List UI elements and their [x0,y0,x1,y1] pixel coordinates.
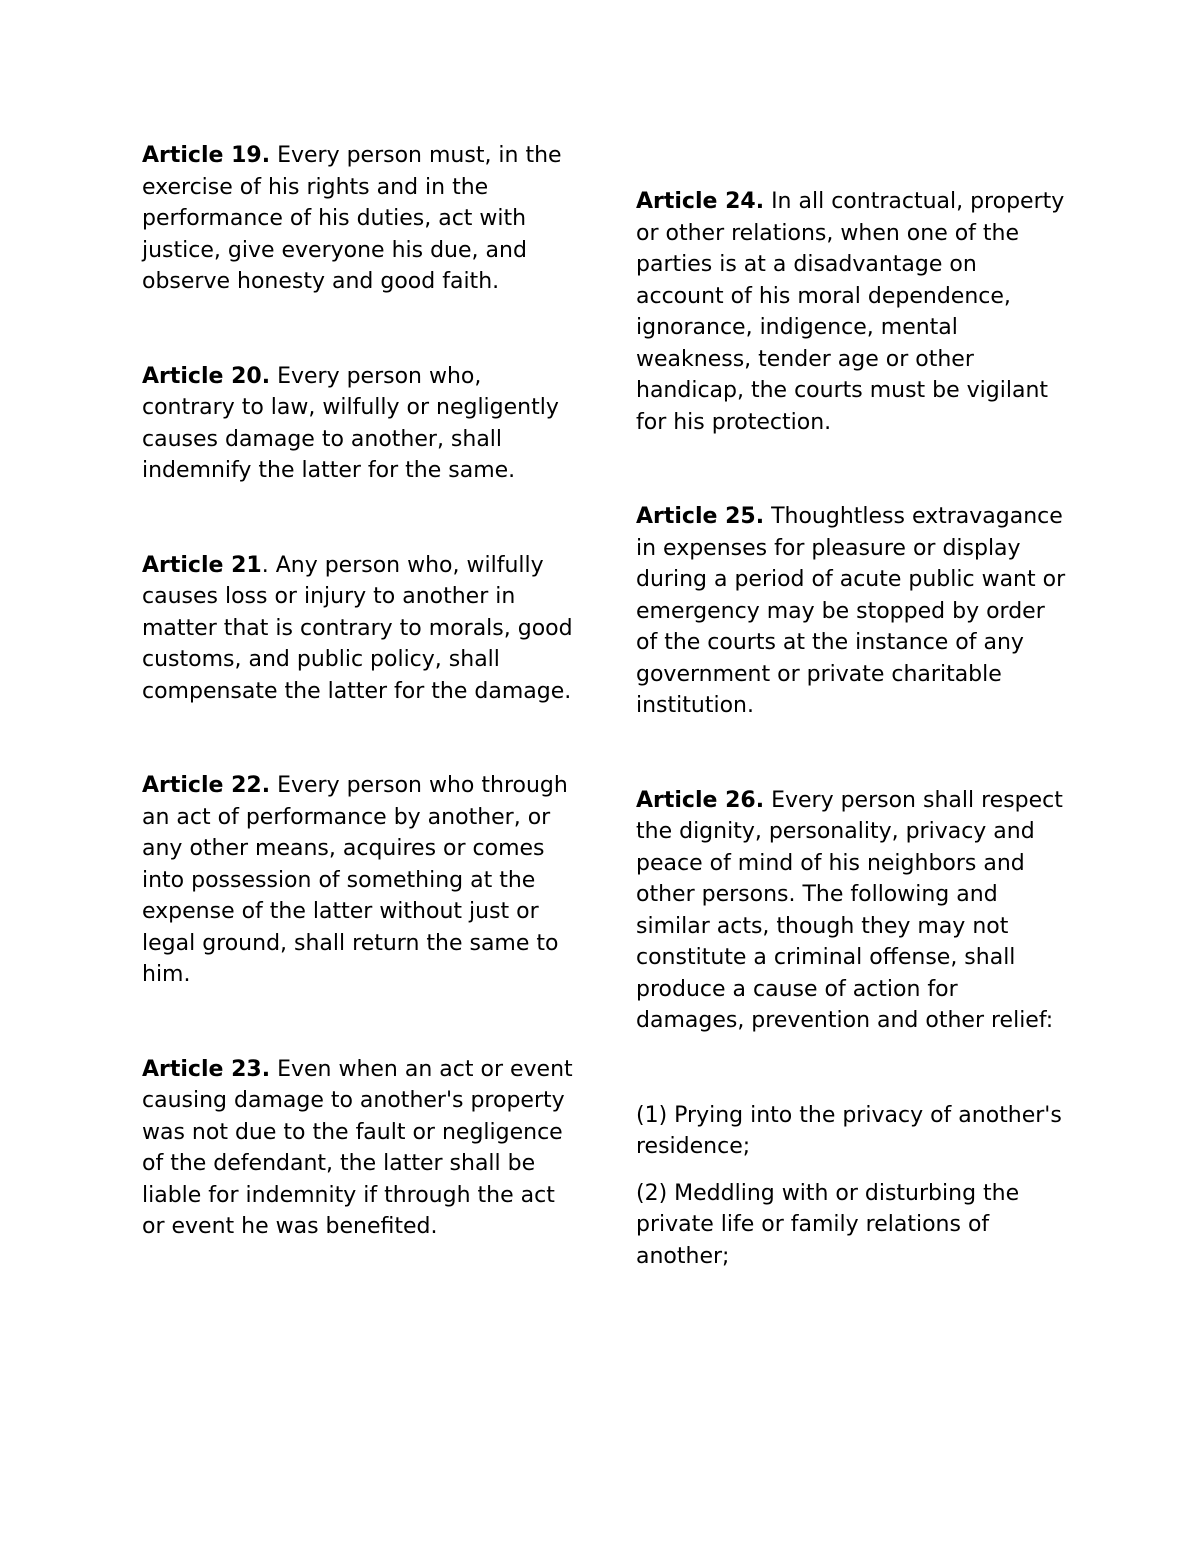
article-26-list [636,1100,1068,1273]
list-item: (1) Prying into the privacy of another's residence; [636,1102,1062,1159]
article-title: Article 25. [636,504,765,529]
article-body: Every person must, in the exercise of his rights and in the performance of his duties, act with justice, give everyone his due, and observe honesty and good faith. [142,143,562,294]
article-21 [142,550,574,708]
article-title: Article 26. [636,787,765,813]
article-body: . Any person who, wilfully causes loss or injury to another in matter that is contrary to morals, good customs, and public policy, shall compensate the latter for the damage. [142,552,573,704]
article-title: Article 23. [142,1056,271,1082]
article-26 [636,785,1068,1037]
article-25 [636,501,1068,722]
article-title: Article 21 [142,552,262,578]
article-22 [142,770,574,991]
article-title: Article 20. [142,363,271,389]
article-body: Every person who through an act of performance by another, or any other means, acquires or comes into possession of something at the expense of the latter without just or legal ground, shall return the same to him. [142,773,568,987]
article-body: Every person who, contrary to law, wilfully or negligently causes damage to another, shall indemnify the latter for the same. [142,363,559,483]
article-title: Article 22. [142,773,271,798]
article-19 [142,140,574,298]
article-body: Even when an act or event causing damage to another's property was not due to the fault or negligence of the defendant, the latter shall be liable for indemnity if through the act or event he was benefited. [142,1056,573,1239]
right-column [636,186,1068,1272]
list-item: (2) Meddling with or disturbing the private life or family relations of another; [636,1180,1020,1269]
article-24 [636,186,1068,438]
article-body: Thoughtless extravagance in expenses for pleasure or display during a period of acute public want or emergency may be stopped by order of the courts at the instance of any government or private charitable institution. [636,504,1066,718]
article-body: In all contractual, property or other relations, when one of the parties is at a disadvantage on account of his moral dependence, ignorance, indigence, mental weakness, tender age or other handicap, the courts must be vigilant for his protection. [636,189,1065,435]
article-20 [142,361,574,487]
article-title: Article 19. [142,143,271,168]
article-title: Article 24. [636,189,765,214]
article-body: Every person shall respect the dignity, personality, privacy and peace of mind of his neighbors and other persons. The following and similar acts, though they may not constitute a criminal offense, shall produce a cause of action for damages, prevention and other relief: [636,787,1063,1033]
left-column [142,140,574,1243]
article-23 [142,1054,574,1243]
